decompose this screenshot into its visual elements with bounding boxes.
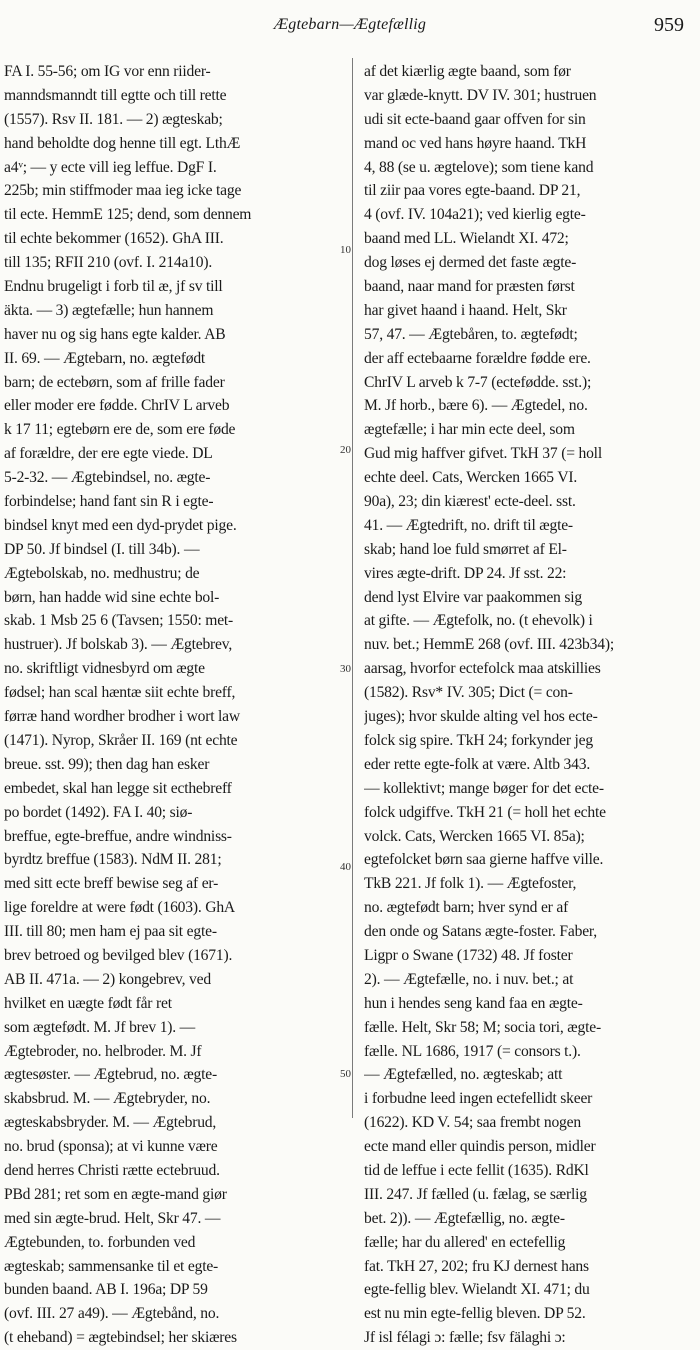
text-line: ægtefælle; i har min ecte deel, som xyxy=(364,421,575,439)
text-line: TkB 221. Jf folk 1). — Ægtefoster, xyxy=(364,875,577,893)
text-line: ecte mand eller quindis person, midler xyxy=(364,1138,596,1156)
text-line: est nu min egte-fellig bleven. DP 52. xyxy=(364,1305,586,1323)
text-line: hun i hendes seng kand faa en ægte- xyxy=(364,994,583,1012)
text-line: ægtesøster. — Ægtebrud, no. ægte- xyxy=(4,1066,217,1084)
text-line: II. 69. — Ægtebarn, no. ægtefødt xyxy=(4,349,206,367)
text-line: nuv. bet.; HemmE 268 (ovf. III. 423b34); xyxy=(364,636,614,654)
text-line: (ovf. III. 27 a49). — Ægtebånd, no. xyxy=(4,1305,220,1323)
column-divider xyxy=(352,58,353,1118)
text-line: af det kiærlig ægte baand, som før xyxy=(364,63,571,80)
text-line: barn; de ectebørn, som af frille fader xyxy=(4,373,225,391)
text-line: no. skriftligt vidnesbyrd om ægte xyxy=(4,660,205,678)
text-line: no. brud (sponsa); at vi kunne være xyxy=(4,1138,218,1156)
text-line: Ligpr o Swane (1732) 48. Jf foster xyxy=(364,946,573,964)
text-line: var glæde-knytt. DV IV. 301; hustruen xyxy=(364,86,597,104)
text-line: bunden baand. AB I. 196a; DP 59 xyxy=(4,1281,208,1299)
line-number-50: 50 xyxy=(340,1068,351,1080)
text-line: — Ægtefælled, no. ægteskab; att xyxy=(364,1066,563,1084)
page-header xyxy=(0,14,700,38)
text-line: 41. — Ægtedrift, no. drift til ægte- xyxy=(364,516,573,534)
text-line: M. Jf horb., bære 6). — Ægtedel, no. xyxy=(364,397,588,415)
text-line: byrdtz breffue (1583). NdM II. 281; xyxy=(4,851,222,869)
text-line: bet. 2)). — Ægtefællig, no. ægte- xyxy=(364,1209,565,1227)
text-line: breue. sst. 99); then dag han esker xyxy=(4,755,210,773)
text-line: Gud mig haffver gifvet. TkH 37 (= holl xyxy=(364,445,602,463)
text-line: dog løses ej dermed det faste ægte- xyxy=(364,254,577,272)
text-line: (1557). Rsv II. 181. — 2) ægteskab; xyxy=(4,110,223,128)
text-line: po bordet (1492). FA I. 40; siø- xyxy=(4,803,193,821)
text-line: den onde og Satans ægte-foster. Faber, xyxy=(364,923,597,941)
text-line: ægteskab; sammensanke til et egte- xyxy=(4,1257,219,1275)
text-line: fælle. NL 1686, 1917 (= consors t.). xyxy=(364,1042,581,1060)
text-line: med sitt ecte breff bewise seg af er- xyxy=(4,875,219,893)
text-line: skab. 1 Msb 25 6 (Tavsen; 1550: met- xyxy=(4,612,234,630)
text-line: vires ægte-drift. DP 24. Jf sst. 22: xyxy=(364,564,567,582)
text-line: 57, 47. — Ægtebåren, to. ægtefødt; xyxy=(364,325,578,343)
text-line: dend lyst Elvire var paakommen sig xyxy=(364,588,582,606)
text-line: fælle. Helt, Skr 58; M; socia tori, ægte- xyxy=(364,1018,601,1036)
text-line: III. 247. Jf fælled (u. fælag, se særlig xyxy=(364,1185,587,1203)
text-line: har givet haand i haand. Helt, Skr xyxy=(364,301,567,319)
text-line: (1582). Rsv* IV. 305; Dict (= con- xyxy=(364,684,573,702)
text-line: 2). — Ægtefælle, no. i nuv. bet.; at xyxy=(364,970,574,988)
text-line: til ecte. HemmE 125; dend, som dennem xyxy=(4,206,252,224)
text-line: udi sit ecte-baand gaar offven for sin xyxy=(364,110,586,128)
text-line: k 17 11; egtebørn ere de, som ere føde xyxy=(4,421,236,439)
line-number-20: 20 xyxy=(340,444,351,456)
text-line: til ziir paa vores egte-baand. DP 21, xyxy=(364,182,581,200)
text-line: haver nu og sig hans egte kalder. AB xyxy=(4,325,226,343)
text-line: a4ᵛ; — y ecte vill ieg leffue. DgF I. xyxy=(4,158,217,176)
text-line: dend herres Christi rætte ectebruud. xyxy=(4,1161,220,1179)
text-line: i forbudne leed ingen ectefellidt skeer xyxy=(364,1090,593,1108)
text-line: førræ hand wordher brodher i wort law xyxy=(4,708,240,726)
text-line: Jf isl félagi ɔ: fælle; fsv fälaghi ɔ: xyxy=(364,1329,566,1347)
text-line: aarsag, hvorfor ectefolck maa atskillies xyxy=(364,660,601,678)
text-line: egtefolcket børn saa gierne haffve ville. xyxy=(364,851,604,869)
text-line: lige foreldre at were født (1603). GhA xyxy=(4,899,235,917)
text-line: 4, 88 (se u. ægtelove); som tiene kand xyxy=(364,158,594,176)
text-line: fat. TkH 27, 202; fru KJ dernest hans xyxy=(364,1257,589,1275)
text-line: no. ægtefødt barn; hver synd er af xyxy=(364,899,569,917)
text-line: fælle; har du allered' en ectefellig xyxy=(364,1233,566,1251)
text-line: brev betroed og bevilged blev (1671). xyxy=(4,946,233,964)
text-line: (t eheband) = ægtebindsel; her skiæres xyxy=(4,1329,237,1347)
text-line: skab; hand loe fuld smørret af El- xyxy=(364,540,567,558)
text-line: Endnu brugeligt i forb til æ, jf sv till xyxy=(4,278,223,296)
text-line: — kollektivt; mange bøger for det ecte- xyxy=(364,779,604,797)
text-line: till 135; RFII 210 (ovf. I. 214a10). xyxy=(4,254,213,272)
left-column xyxy=(4,60,342,1350)
text-line: bindsel knyt med een dyd-prydet pige. xyxy=(4,516,237,534)
text-line: skabsbrud. M. — Ægtebryder, no. xyxy=(4,1090,211,1108)
text-line: eller moder ere fødde. ChrIV L arveb xyxy=(4,397,230,415)
text-line: forbindelse; hand fant sin R i egte- xyxy=(4,493,214,511)
text-line: folck udgiffve. TkH 21 (= holl het echte xyxy=(364,803,606,821)
text-line: Ægtebunden, to. forbunden ved xyxy=(4,1233,196,1251)
text-line: tid de leffue i ecte fellit (1635). RdKl xyxy=(364,1161,589,1179)
text-line: eder rette egte-folk at være. Altb 343. xyxy=(364,755,591,773)
text-line: volck. Cats, Wercken 1665 VI. 85a); xyxy=(364,827,585,845)
line-number-40: 40 xyxy=(340,861,351,873)
page-number: 959 xyxy=(654,14,684,36)
text-line: børn, han hadde wid sine echte bol- xyxy=(4,588,220,606)
text-line: af forældre, der ere egte viede. DL xyxy=(4,445,213,463)
text-line: Ægtebolskab, no. medhustru; de xyxy=(4,564,200,582)
text-line: ægteskabsbryder. M. — Ægtebrud, xyxy=(4,1114,217,1132)
text-line: egte-fellig blev. Wielandt XI. 471; du xyxy=(364,1281,590,1299)
text-line: manndsmanndt till egtte och till rette xyxy=(4,86,227,104)
text-line: äkta. — 3) ægtefælle; hun hannem xyxy=(4,301,214,319)
text-line: hustruer). Jf bolskab 3). — Ægtebrev, xyxy=(4,636,233,654)
text-line: 225b; min stiffmoder maa ieg icke tage xyxy=(4,182,242,200)
text-line: som ægtefødt. M. Jf brev 1). — xyxy=(4,1018,196,1036)
text-line: 4 (ovf. IV. 104a21); ved kierlig egte- xyxy=(364,206,586,224)
text-line: PBd 281; ret som en ægte-mand giør xyxy=(4,1185,227,1203)
text-line: til echte bekommer (1652). GhA III. xyxy=(4,230,224,248)
text-line: mand oc ved hans høyre haand. TkH xyxy=(364,134,587,152)
right-column xyxy=(364,60,694,1350)
line-number-10: 10 xyxy=(340,244,351,256)
text-line: folck sig spire. TkH 24; forkynder jeg xyxy=(364,731,594,749)
text-line: at gifte. — Ægtefolk, no. (t ehevolk) i xyxy=(364,612,593,630)
text-line: embedet, skal han legge sit ecthebreff xyxy=(4,779,232,797)
text-line: Ægtebroder, no. helbroder. M. Jf xyxy=(4,1042,202,1060)
text-line: juges); hvor skulde alting vel hos ecte- xyxy=(364,708,598,726)
text-line: baand, naar mand for præsten først xyxy=(364,278,575,296)
text-line: (1622). KD V. 54; saa frembt nogen xyxy=(364,1114,581,1132)
text-line: III. till 80; men ham ej paa sit egte- xyxy=(4,923,217,941)
text-line: med sin ægte-brud. Helt, Skr 47. — xyxy=(4,1209,221,1227)
text-line: breffue, egte-breffue, andre windniss- xyxy=(4,827,232,845)
text-line: der aff ectebaarne forældre fødde ere. xyxy=(364,349,591,367)
text-line: 5-2-32. — Ægtebindsel, no. ægte- xyxy=(4,469,211,487)
text-line: baand med LL. Wielandt XI. 472; xyxy=(364,230,569,248)
text-line: ChrIV L arveb k 7-7 (ectefødde. sst.); xyxy=(364,373,592,391)
text-line: FA I. 55-56; om IG vor enn riider- xyxy=(4,63,211,80)
text-line: AB II. 471a. — 2) kongebrev, ved xyxy=(4,970,211,988)
line-number-30: 30 xyxy=(340,663,351,675)
text-line: hvilket en uægte født får ret xyxy=(4,994,172,1012)
text-line: DP 50. Jf bindsel (I. till 34b). — xyxy=(4,540,200,558)
running-head: Ægtebarn—Ægtefællig xyxy=(273,16,427,33)
text-line: (1471). Nyrop, Skråer II. 169 (nt echte xyxy=(4,731,238,749)
text-line: hand beholdte dog henne till egt. LthÆ xyxy=(4,134,241,152)
text-line: 90a), 23; din kiærest' ecte-deel. sst. xyxy=(364,493,576,511)
text-line: echte deel. Cats, Wercken 1665 VI. xyxy=(364,469,578,487)
text-line: fødsel; han scal hæntæ siit echte breff, xyxy=(4,684,236,702)
